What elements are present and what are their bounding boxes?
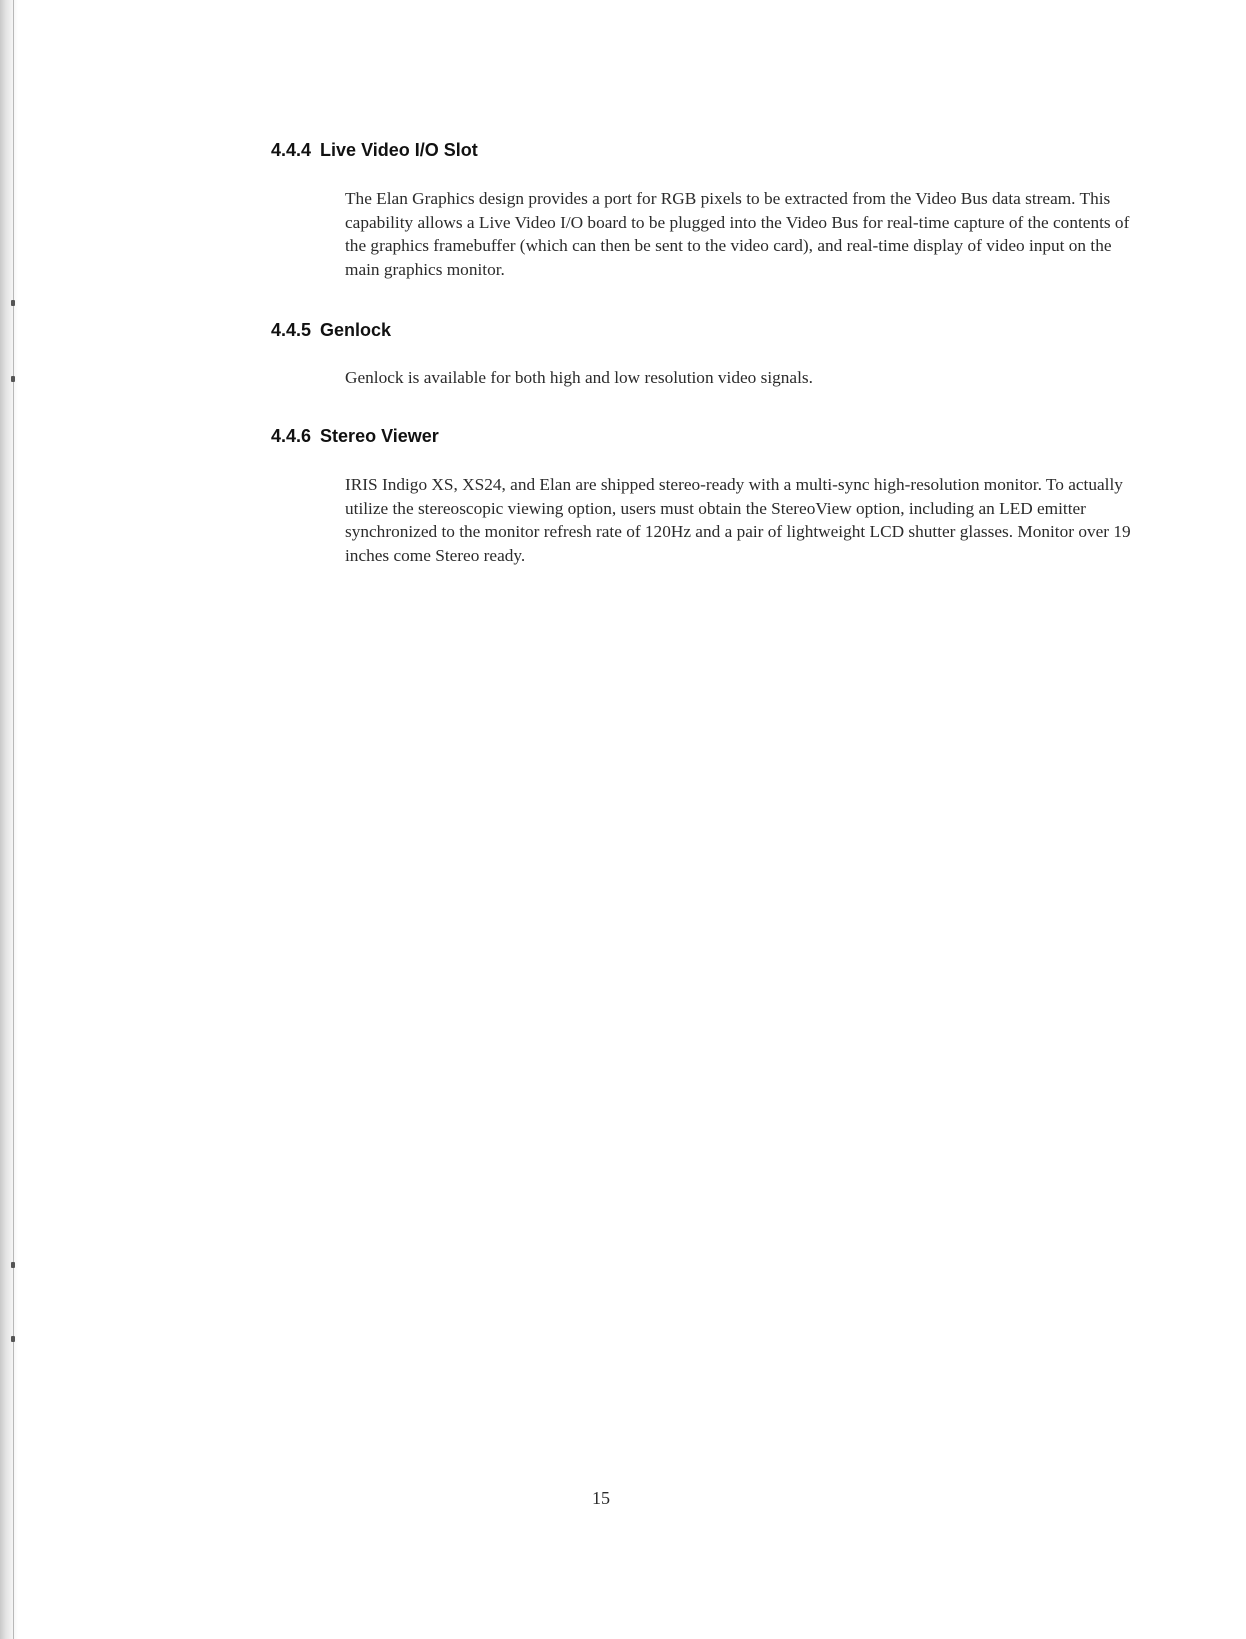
section-number: 4.4.5 [271, 320, 312, 340]
section-number: 4.4.4 [271, 140, 312, 160]
section-heading-stereo-viewer [271, 426, 439, 447]
binding-mark [11, 300, 15, 306]
section-heading-live-video-io-slot [271, 140, 478, 161]
section-title: Live Video I/O Slot [320, 140, 478, 160]
section-title: Stereo Viewer [320, 426, 439, 446]
section-number: 4.4.6 [271, 426, 312, 446]
binding-mark [11, 376, 15, 382]
binding-line [13, 0, 14, 1639]
section-title: Genlock [320, 320, 392, 340]
section-body-genlock: Genlock is available for both high and low resolution video signals. [345, 368, 813, 387]
section-heading-genlock [271, 320, 391, 341]
page-number: 15 [592, 1488, 610, 1508]
section-body-live-video-io-slot: The Elan Graphics design provides a port for RGB pixels to be extracted from the Video Bus data stream. This capability allows a Live Video I/O board to be plugged into the Video Bus for real-time capture of the contents of the graphics framebuffer (which can then be sent to the video card), and real-time display of video input on the main graphics monitor. [345, 189, 1130, 280]
binding-edge [0, 0, 18, 1639]
binding-mark [11, 1262, 15, 1268]
binding-mark [11, 1336, 15, 1342]
section-body-stereo-viewer: IRIS Indigo XS, XS24, and Elan are shipped stereo-ready with a multi-sync high-resolution monitor. To actually utilize the stereoscopic viewing option, users must obtain the StereoView option, including an LED emitter synchronized to the monitor refresh rate of 120Hz and a pair of lightweight LCD shutter glasses. Monitor over 19 inches come Stereo ready. [345, 475, 1131, 566]
